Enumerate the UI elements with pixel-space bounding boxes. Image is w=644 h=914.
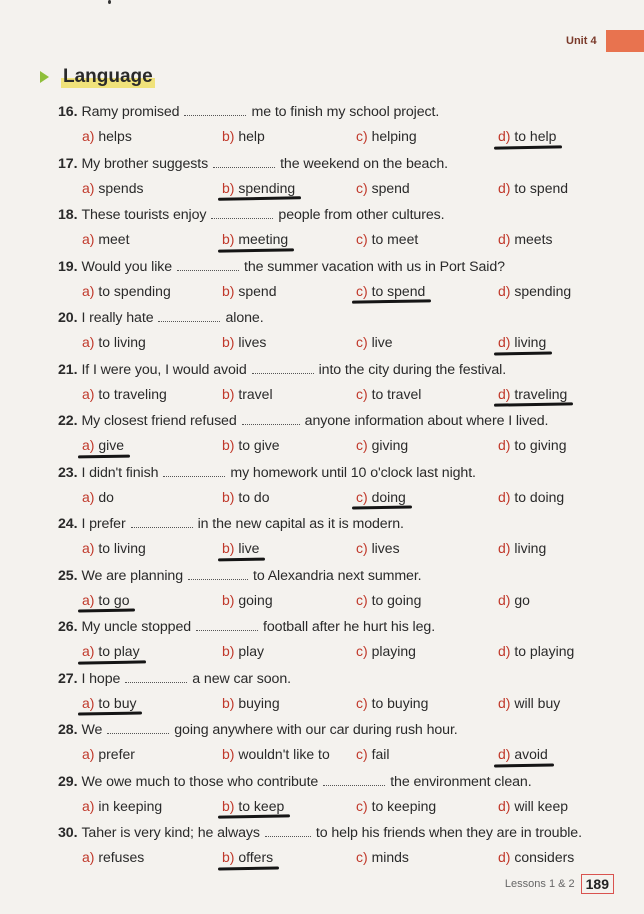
question-item — [58, 515, 628, 560]
option-text: to buying — [371, 694, 429, 711]
option-row — [58, 695, 628, 715]
option-letter: b) — [222, 282, 235, 299]
option-text: to help — [514, 128, 557, 144]
section-heading — [40, 66, 155, 88]
question-item — [58, 103, 628, 148]
option — [222, 386, 273, 402]
unit-label: Unit 4 — [566, 35, 597, 47]
option — [498, 231, 552, 247]
option-selected — [222, 231, 288, 247]
question-stem — [58, 309, 628, 326]
unit-tab — [560, 30, 644, 52]
question-item — [58, 155, 628, 200]
option — [222, 334, 266, 350]
question-item — [58, 206, 628, 251]
option-letter: b) — [222, 128, 235, 144]
option — [498, 695, 560, 711]
answer-blank — [158, 309, 220, 322]
option — [498, 798, 568, 814]
question-text-before: If I were you, I would avoid — [81, 361, 247, 378]
question-text-before: We — [81, 722, 103, 738]
option-letter: a) — [82, 231, 95, 247]
page-number: 189 — [581, 874, 614, 894]
option-text: to travel — [371, 385, 422, 402]
option — [498, 592, 530, 608]
option — [222, 489, 269, 505]
question-number: 28. — [58, 722, 78, 738]
option-letter: b) — [222, 540, 235, 556]
question-stem — [58, 773, 628, 790]
option-row — [58, 283, 628, 303]
option-letter: c) — [356, 694, 368, 711]
option-row — [58, 489, 628, 509]
option — [222, 746, 330, 762]
option-text: will buy — [514, 694, 561, 711]
option — [356, 798, 436, 814]
question-stem — [58, 515, 628, 532]
option — [356, 386, 421, 402]
option — [498, 540, 546, 556]
question-item — [58, 618, 628, 663]
option-letter: b) — [222, 488, 235, 505]
option-text: to playing — [514, 643, 575, 659]
option-letter: d) — [498, 231, 511, 247]
option-letter: c) — [356, 282, 368, 299]
question-item — [58, 464, 628, 509]
question-item — [58, 258, 628, 303]
option-row — [58, 592, 628, 612]
option — [82, 334, 146, 350]
option-text: lives — [238, 334, 267, 350]
option-letter: a) — [82, 694, 95, 711]
triangle-marker-icon — [40, 71, 49, 83]
option-letter: a) — [82, 282, 95, 299]
question-text-before: These tourists enjoy — [81, 207, 207, 223]
option — [82, 798, 162, 814]
option — [498, 849, 574, 865]
option-row — [58, 540, 628, 560]
option-selected — [82, 643, 140, 659]
option-text: spending — [238, 179, 296, 196]
question-text-after: the weekend on the beach. — [280, 155, 448, 172]
question-text-after: a new car soon. — [192, 670, 291, 687]
option-letter: c) — [356, 437, 368, 453]
question-stem — [58, 618, 628, 635]
option-letter: a) — [82, 488, 95, 505]
option — [222, 283, 277, 299]
option-text: to buy — [98, 694, 137, 711]
option-row — [58, 334, 628, 354]
option-selected — [498, 334, 546, 350]
question-number: 29. — [58, 773, 78, 790]
question-number: 24. — [58, 516, 78, 532]
option-row — [58, 746, 628, 766]
question-text-after: the environment clean. — [390, 773, 532, 790]
question-text-after: anyone information about where I lived. — [304, 413, 549, 429]
answer-blank — [177, 258, 239, 271]
option-row — [58, 180, 628, 200]
option-letter: d) — [498, 694, 511, 711]
option-text: to meet — [371, 231, 419, 247]
question-item — [58, 721, 628, 766]
question-number: 19. — [58, 258, 78, 275]
question-number: 16. — [58, 104, 78, 120]
option-row — [58, 128, 628, 148]
question-text-before: My brother suggests — [81, 155, 209, 172]
answer-blank — [188, 567, 248, 580]
option-letter: d) — [498, 849, 511, 865]
question-text-before: Would you like — [81, 258, 173, 275]
option-row — [58, 231, 628, 251]
option-row — [58, 643, 628, 663]
answer-blank — [242, 412, 300, 425]
option-letter: c) — [356, 591, 368, 608]
option-text: help — [238, 128, 265, 144]
answer-blank — [163, 464, 225, 477]
option — [222, 592, 273, 608]
option-letter: a) — [82, 128, 95, 144]
option-selected — [82, 437, 124, 453]
section-title: Language — [63, 66, 153, 87]
option-letter: b) — [222, 437, 235, 453]
option-selected — [498, 746, 548, 762]
option-letter: d) — [498, 746, 511, 762]
option-text: buying — [238, 694, 280, 711]
option-text: playing — [371, 643, 416, 659]
option-letter: c) — [356, 540, 368, 556]
answer-blank — [107, 721, 169, 734]
option-text: avoid — [514, 746, 548, 762]
option-selected — [356, 489, 406, 505]
option-row — [58, 437, 628, 457]
option-letter: d) — [498, 797, 511, 814]
question-text-before: My uncle stopped — [81, 619, 192, 635]
option-letter: a) — [82, 746, 95, 762]
question-stem — [58, 721, 628, 738]
option-text: minds — [371, 849, 409, 865]
question-number: 21. — [58, 361, 78, 378]
option — [356, 540, 400, 556]
option-letter: a) — [82, 334, 95, 350]
option-text: to traveling — [98, 385, 167, 402]
option-letter: d) — [498, 437, 511, 453]
option-text: to go — [98, 591, 130, 608]
option — [498, 489, 564, 505]
footer-lessons: Lessons 1 & 2 — [504, 878, 575, 890]
option-text: will keep — [514, 797, 569, 814]
option-text: giving — [371, 437, 409, 453]
option — [356, 437, 408, 453]
option-text: in keeping — [98, 797, 163, 814]
question-item — [58, 361, 628, 406]
option-letter: b) — [222, 334, 235, 350]
question-text-after: in the new capital as it is modern. — [197, 516, 404, 532]
option-letter: b) — [222, 746, 235, 762]
answer-blank — [211, 206, 273, 219]
answer-blank — [252, 361, 314, 374]
option-text: to doing — [514, 488, 565, 505]
option-letter: a) — [82, 540, 95, 556]
option-letter: b) — [222, 643, 235, 659]
option-text: prefer — [98, 746, 135, 762]
option-selected — [82, 695, 136, 711]
option-letter: a) — [82, 591, 95, 608]
option — [356, 746, 389, 762]
option — [222, 128, 265, 144]
option-letter: b) — [222, 849, 235, 865]
option-letter: d) — [498, 591, 511, 608]
option-letter: a) — [82, 437, 95, 453]
option-text: doing — [371, 488, 406, 505]
option-letter: d) — [498, 334, 511, 350]
option — [222, 695, 280, 711]
option-selected — [222, 798, 284, 814]
option — [82, 180, 144, 196]
option-selected — [222, 540, 259, 556]
option-letter: c) — [356, 488, 368, 505]
question-stem — [58, 155, 628, 172]
option-letter: c) — [356, 746, 368, 762]
option-letter: a) — [82, 385, 95, 402]
option — [356, 592, 421, 608]
question-stem — [58, 361, 628, 378]
option — [356, 643, 416, 659]
question-text-after: to Alexandria next summer. — [253, 567, 422, 584]
answer-blank — [323, 773, 385, 786]
option — [82, 386, 167, 402]
page-footer — [505, 874, 614, 894]
question-text-before: I prefer — [81, 516, 126, 532]
option — [356, 128, 417, 144]
option-text: to do — [238, 488, 270, 505]
option — [356, 180, 410, 196]
question-stem — [58, 824, 628, 841]
question-number: 26. — [58, 619, 78, 635]
question-text-after: football after he hurt his leg. — [263, 619, 436, 635]
option-letter: a) — [82, 643, 95, 659]
option-text: to going — [371, 591, 422, 608]
option-letter: b) — [222, 591, 235, 608]
option-text: do — [98, 488, 114, 505]
question-text-after: to help his friends when they are in trouble. — [315, 825, 582, 841]
option-text: lives — [371, 540, 400, 556]
question-stem — [58, 258, 628, 275]
option — [498, 437, 567, 453]
option-text: to giving — [514, 437, 567, 453]
question-stem — [58, 103, 628, 120]
ink-dot — [108, 0, 111, 4]
question-item — [58, 824, 628, 869]
question-number: 20. — [58, 310, 78, 326]
option — [82, 489, 114, 505]
option-text: to spending — [98, 282, 171, 299]
option-letter: b) — [222, 797, 235, 814]
option-text: spending — [514, 282, 572, 299]
option-letter: c) — [356, 797, 368, 814]
option-row — [58, 798, 628, 818]
option-text: travel — [238, 385, 273, 402]
option-letter: d) — [498, 488, 511, 505]
option-text: meeting — [238, 231, 289, 247]
answer-blank — [184, 103, 246, 116]
option — [82, 849, 144, 865]
option — [82, 746, 135, 762]
option-text: to keeping — [371, 797, 437, 814]
question-item — [58, 567, 628, 612]
option-text: give — [98, 437, 125, 453]
option-selected — [82, 592, 129, 608]
question-text-before: We owe much to those who contribute — [81, 773, 319, 790]
option-text: meet — [98, 231, 130, 247]
option-letter: b) — [222, 385, 235, 402]
question-item — [58, 412, 628, 457]
question-text-before: I didn't finish — [81, 464, 159, 481]
option-row — [58, 849, 628, 869]
question-number: 22. — [58, 413, 78, 429]
question-stem — [58, 464, 628, 481]
option — [356, 695, 428, 711]
question-text-before: I really hate — [81, 310, 154, 326]
option-text: to keep — [238, 797, 285, 814]
option-text: to spend — [371, 282, 426, 299]
option — [82, 540, 146, 556]
option-letter: b) — [222, 231, 235, 247]
option-letter: b) — [222, 694, 235, 711]
option-letter: d) — [498, 179, 511, 196]
answer-blank — [131, 515, 193, 528]
question-stem — [58, 670, 628, 687]
option-letter: c) — [356, 643, 368, 659]
option-text: living — [514, 334, 547, 350]
option-text: to give — [238, 437, 280, 453]
unit-color-swatch — [606, 30, 644, 52]
question-text-after: people from other cultures. — [278, 207, 445, 223]
option-text: to living — [98, 334, 146, 350]
question-item — [58, 670, 628, 715]
option — [356, 231, 418, 247]
option-letter: c) — [356, 849, 368, 865]
option-selected — [222, 180, 295, 196]
option-text: play — [238, 643, 265, 659]
option-letter: d) — [498, 282, 511, 299]
question-text-before: Taher is very kind; he always — [81, 825, 260, 841]
option-letter: d) — [498, 385, 511, 402]
option-row — [58, 386, 628, 406]
question-number: 17. — [58, 155, 78, 172]
option-selected — [498, 128, 556, 144]
question-text-after: going anywhere with our car during rush hour. — [174, 722, 458, 738]
option — [222, 437, 280, 453]
answer-blank — [196, 618, 258, 631]
option-text: live — [238, 540, 260, 556]
option-letter: c) — [356, 179, 368, 196]
option-text: refuses — [98, 849, 145, 865]
question-number: 23. — [58, 464, 78, 481]
option-text: spend — [371, 179, 410, 196]
option-text: live — [371, 334, 393, 350]
question-text-before: I hope — [81, 670, 121, 687]
option-letter: c) — [356, 128, 368, 144]
option — [498, 283, 571, 299]
option-letter: d) — [498, 643, 511, 659]
option — [82, 231, 129, 247]
option — [498, 180, 568, 196]
option-text: to play — [98, 643, 140, 659]
option-text: spends — [98, 179, 144, 196]
question-text-after: my homework until 10 o'clock last night. — [230, 464, 476, 481]
option — [356, 849, 409, 865]
option — [82, 128, 132, 144]
option — [356, 334, 393, 350]
option-selected — [356, 283, 425, 299]
question-text-after: the summer vacation with us in Port Said? — [244, 258, 505, 275]
option-text: helping — [371, 128, 417, 144]
question-text-before: My closest friend refused — [81, 413, 237, 429]
option-text: going — [238, 591, 273, 608]
option-selected — [498, 386, 567, 402]
option — [498, 643, 574, 659]
question-text-after: into the city during the festival. — [318, 361, 507, 378]
question-number: 18. — [58, 207, 78, 223]
option-text: to spend — [514, 179, 569, 196]
option-text: spend — [238, 282, 277, 299]
option-text: to living — [98, 540, 146, 556]
question-number: 25. — [58, 567, 78, 584]
question-text-before: Ramy promised — [81, 104, 180, 120]
option-text: helps — [98, 128, 132, 144]
option — [222, 643, 264, 659]
option-text: living — [514, 540, 547, 556]
option — [82, 283, 171, 299]
option-letter: c) — [356, 231, 368, 247]
option-letter: d) — [498, 540, 511, 556]
question-number: 30. — [58, 825, 78, 841]
question-stem — [58, 412, 628, 429]
question-stem — [58, 206, 628, 223]
option-text: fail — [371, 746, 390, 762]
question-item — [58, 773, 628, 818]
option-text: offers — [238, 849, 274, 865]
option-text: wouldn't like to — [238, 746, 330, 762]
answer-blank — [213, 155, 275, 168]
option-letter: d) — [498, 128, 511, 144]
answer-blank — [265, 824, 311, 837]
question-text-after: me to finish my school project. — [251, 104, 440, 120]
question-number: 27. — [58, 670, 78, 687]
option-text: meets — [514, 231, 553, 247]
answer-blank — [125, 670, 187, 683]
question-text-before: We are planning — [81, 567, 183, 584]
option-letter: b) — [222, 179, 235, 196]
option-text: traveling — [514, 385, 568, 402]
question-text-after: alone. — [225, 310, 264, 326]
option-text: go — [514, 591, 530, 608]
question-item — [58, 309, 628, 354]
question-stem — [58, 567, 628, 584]
option-letter: a) — [82, 849, 95, 865]
option-letter: a) — [82, 179, 95, 196]
option-letter: a) — [82, 797, 95, 814]
option-text: considers — [514, 849, 575, 865]
option-letter: c) — [356, 385, 368, 402]
option-selected — [222, 849, 273, 865]
option-letter: c) — [356, 334, 368, 350]
